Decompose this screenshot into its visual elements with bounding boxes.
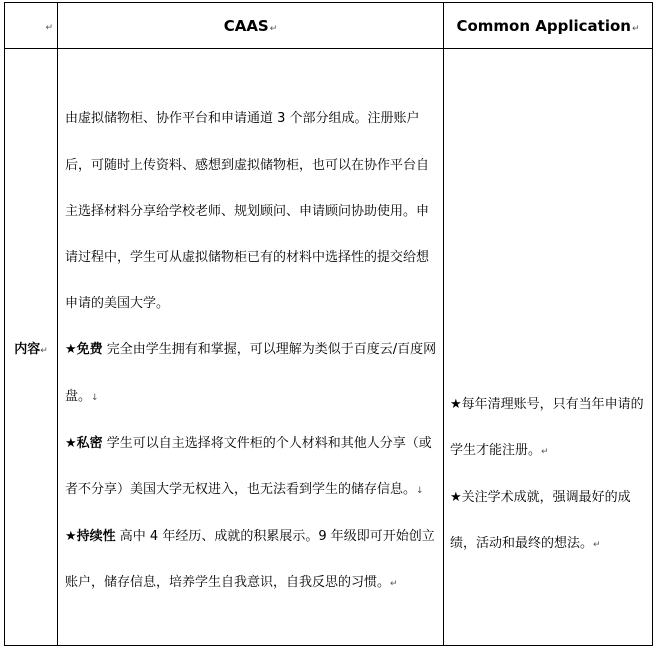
caas-item-free xyxy=(65,327,438,420)
header-common-app-label: Common Application xyxy=(456,16,631,35)
common-item-text: ★关注学术成就，强调最好的成绩，活动和最终的想法。 xyxy=(450,490,631,551)
line-break-mark: ↓ xyxy=(91,392,99,403)
caas-content-cell xyxy=(58,49,444,646)
header-cell-caas xyxy=(58,3,444,49)
caas-item-title: ★私密 xyxy=(65,435,103,451)
row-label-cell xyxy=(5,49,58,646)
common-item-account xyxy=(450,382,648,475)
header-cell-common-app xyxy=(444,3,653,49)
common-app-content-cell xyxy=(444,49,653,646)
common-item-academic xyxy=(450,475,648,568)
common-item-text: ★每年清理账号，只有当年申请的学生才能注册。 xyxy=(450,397,644,458)
header-cell-empty xyxy=(5,3,58,49)
cell-end-mark: ↵ xyxy=(269,23,278,34)
caas-item-title: ★免费 xyxy=(65,342,103,358)
table-header-row xyxy=(5,3,653,49)
row-label: 内容 xyxy=(14,341,41,357)
comparison-table xyxy=(4,2,653,646)
caas-intro-paragraph: 由虚拟储物柜、协作平台和申请通道 3 个部分组成。注册账户后，可随时上传资料、感想到虚拟储物柜，也可以在协作平台自主选择材料分享给学校老师、规划顾问、申请顾问协助使用。申请过程中，学生可从虚拟储物柜已有的材料中选择性的提交给想申请的美国大学。 xyxy=(65,111,430,312)
cell-end-mark: ↵ xyxy=(45,23,53,33)
caas-item-text: 完全由学生拥有和掌握，可以理解为类似于百度云/百度网盘。 xyxy=(65,342,437,404)
header-caas-label: CAAS xyxy=(223,16,269,35)
caas-item-title: ★持续性 xyxy=(65,529,116,545)
line-break-mark: ↓ xyxy=(416,486,424,496)
caas-item-text: 学生可以自主选择将文件柜的个人材料和其他人分享（或者不分享）美国大学无权进入，也无法看到学生的储存信息。 xyxy=(65,435,432,497)
caas-item-text: 高中 4 年经历、成就的积累展示。9 年级即可开始创立账户，储存信息，培养学生自我意识，自我反思的习惯。 xyxy=(65,529,435,591)
cell-end-mark: ↵ xyxy=(40,345,48,356)
cell-end-mark: ↵ xyxy=(631,23,640,34)
caas-item-continuity xyxy=(65,514,438,607)
cell-end-mark: ↵ xyxy=(593,539,601,550)
cell-end-mark: ↵ xyxy=(390,579,398,590)
caas-item-private xyxy=(65,421,438,514)
table-content-row xyxy=(5,49,653,646)
cell-end-mark: ↵ xyxy=(541,446,549,457)
